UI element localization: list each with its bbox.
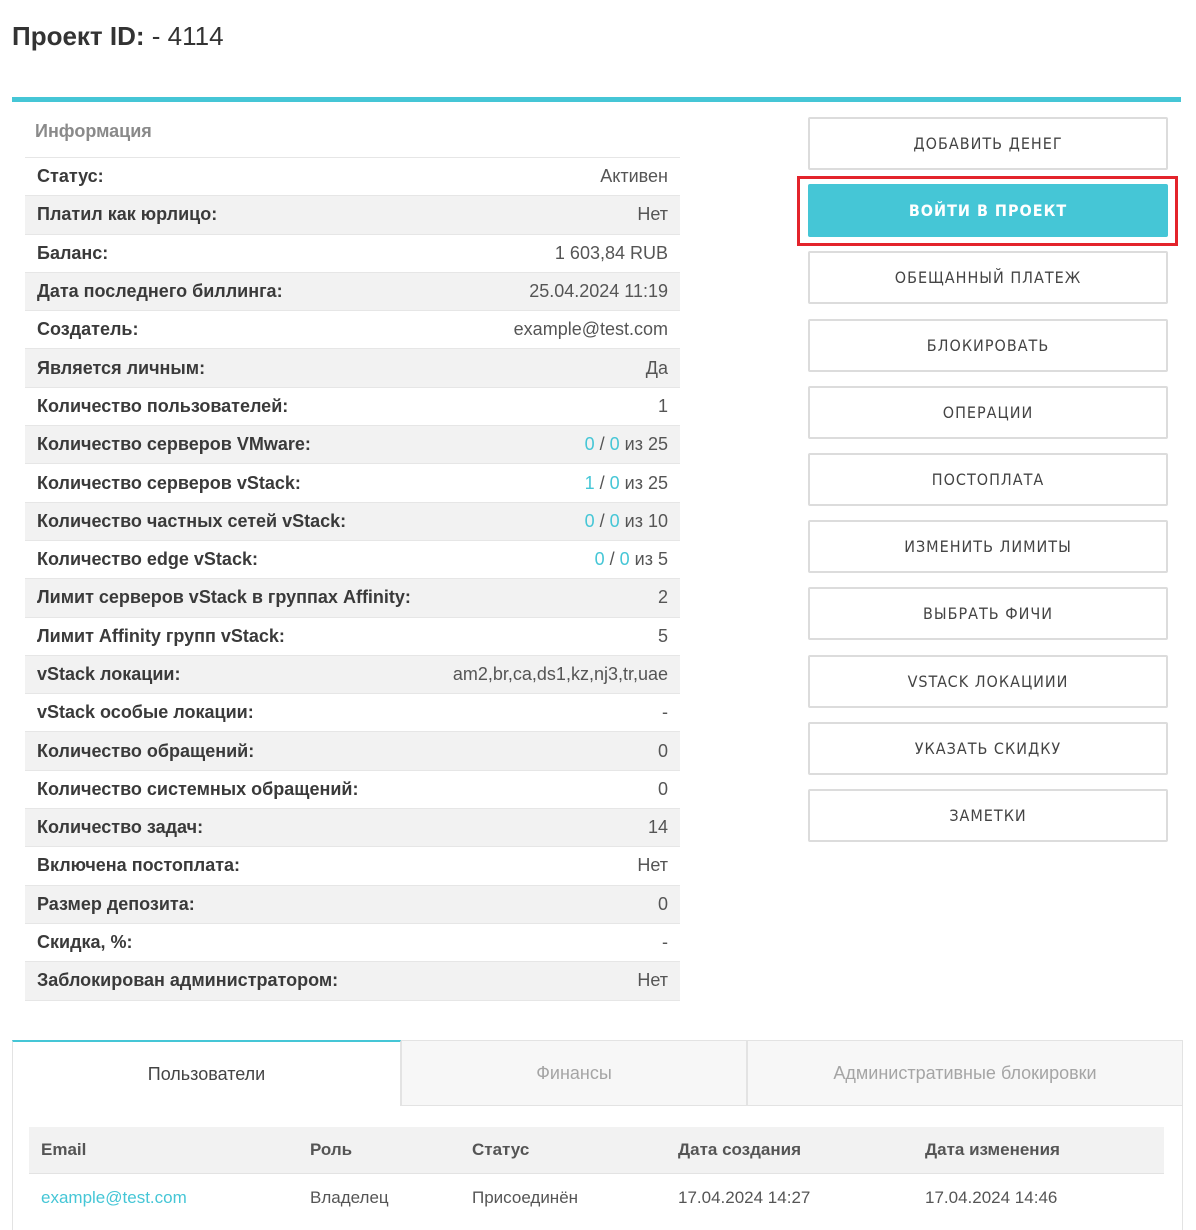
info-value: - bbox=[662, 932, 668, 953]
page-title-label: Проект ID: bbox=[12, 21, 145, 51]
count-limit: из 25 bbox=[619, 472, 668, 493]
info-label: Количество частных сетей vStack: bbox=[37, 510, 347, 531]
count-separator: / bbox=[604, 549, 620, 570]
action-buttons bbox=[808, 117, 1168, 856]
promised-payment-button[interactable]: ОБЕЩАННЫЙ ПЛАТЕЖ bbox=[808, 251, 1168, 304]
column-header-status[interactable]: Статус bbox=[472, 1140, 530, 1159]
operations-button[interactable]: ОПЕРАЦИИ bbox=[808, 386, 1168, 439]
count-separator: / bbox=[594, 434, 610, 455]
info-row-users-count bbox=[25, 388, 680, 426]
notes-button[interactable]: ЗАМЕТКИ bbox=[808, 789, 1168, 842]
info-row-last-billing bbox=[25, 273, 680, 311]
user-role: Владелец bbox=[310, 1188, 389, 1207]
info-value: am2,br,ca,ds1,kz,nj3,tr,uae bbox=[452, 664, 668, 684]
info-row-vmware-servers bbox=[25, 426, 680, 464]
enter-project-button[interactable]: ВОЙТИ В ПРОЕКТ bbox=[808, 184, 1168, 237]
table-row bbox=[29, 1174, 1164, 1222]
count-link[interactable]: 0 bbox=[609, 472, 620, 493]
info-value: 25.04.2024 11:19 bbox=[529, 281, 668, 302]
tickets-count-link[interactable]: 0 bbox=[657, 740, 668, 761]
count-link[interactable]: 1 bbox=[584, 472, 595, 493]
info-row-discount bbox=[25, 924, 680, 962]
info-label: Скидка, %: bbox=[37, 932, 133, 953]
set-discount-button[interactable]: УКАЗАТЬ СКИДКУ bbox=[808, 722, 1168, 775]
project-id: - 4114 bbox=[151, 21, 224, 51]
info-row-status bbox=[25, 158, 680, 196]
info-row-system-tickets bbox=[25, 771, 680, 809]
count-link[interactable]: 0 bbox=[594, 549, 605, 570]
info-table bbox=[25, 157, 680, 1001]
vstack-locations-button[interactable]: VSTACK ЛОКАЦИИИ bbox=[808, 655, 1168, 708]
info-label: Количество обращений: bbox=[37, 740, 255, 761]
system-tickets-count-link[interactable]: 0 bbox=[657, 778, 668, 799]
info-row-affinity-group-limit bbox=[25, 618, 680, 656]
tab-users[interactable]: Пользователи bbox=[12, 1040, 401, 1106]
info-value: Нет bbox=[637, 855, 668, 876]
count-limit: из 10 bbox=[619, 510, 668, 531]
count-limit: из 5 bbox=[629, 549, 668, 570]
column-header-created[interactable]: Дата создания bbox=[678, 1140, 802, 1159]
info-value bbox=[585, 511, 668, 532]
info-label: Заблокирован администратором: bbox=[37, 970, 339, 991]
info-label: Включена постоплата: bbox=[37, 855, 241, 876]
info-row-creator bbox=[25, 311, 680, 349]
count-separator: / bbox=[594, 510, 610, 531]
column-header-modified[interactable]: Дата изменения bbox=[925, 1140, 1060, 1159]
info-value: - bbox=[662, 702, 668, 723]
info-label: Количество серверов VMware: bbox=[37, 434, 311, 455]
add-money-button[interactable]: ДОБАВИТЬ ДЕНЕГ bbox=[808, 117, 1168, 170]
info-value: 1 603,84 RUB bbox=[554, 242, 668, 263]
column-header-role[interactable]: Роль bbox=[310, 1140, 353, 1159]
info-row-vstack-private-networks bbox=[25, 503, 680, 541]
info-label: Количество пользователей: bbox=[37, 395, 289, 416]
info-label: Количество системных обращений: bbox=[37, 778, 359, 799]
info-row-vstack-locations bbox=[25, 656, 680, 694]
info-label: Платил как юрлицо: bbox=[37, 204, 218, 225]
info-value: 2 bbox=[657, 587, 668, 608]
page-title bbox=[12, 20, 224, 52]
change-limits-button[interactable]: ИЗМЕНИТЬ ЛИМИТЫ bbox=[808, 520, 1168, 573]
info-label: Статус: bbox=[37, 166, 104, 187]
info-row-balance bbox=[25, 235, 680, 273]
table-header bbox=[29, 1127, 1164, 1174]
count-limit: из 25 bbox=[619, 434, 668, 455]
info-row-affinity-server-limit bbox=[25, 579, 680, 617]
info-label: Количество edge vStack: bbox=[37, 549, 258, 570]
info-row-personal bbox=[25, 349, 680, 387]
info-label: Размер депозита: bbox=[37, 893, 195, 914]
info-label: Является личным: bbox=[37, 357, 206, 378]
info-value: 0 bbox=[657, 893, 668, 914]
user-email-link[interactable]: example@test.com bbox=[41, 1188, 187, 1207]
choose-features-button[interactable]: ВЫБРАТЬ ФИЧИ bbox=[808, 587, 1168, 640]
creator-email-link[interactable]: example@test.com bbox=[513, 319, 668, 340]
count-link[interactable]: 0 bbox=[609, 510, 620, 531]
info-label: Лимит серверов vStack в группах Affinity: bbox=[37, 587, 411, 608]
count-link[interactable]: 0 bbox=[609, 434, 620, 455]
block-button[interactable]: БЛОКИРОВАТЬ bbox=[808, 319, 1168, 372]
info-section-title: Информация bbox=[35, 121, 152, 141]
tasks-count-link[interactable]: 14 bbox=[647, 817, 668, 838]
info-row-tickets bbox=[25, 732, 680, 770]
info-row-vstack-servers bbox=[25, 464, 680, 502]
info-label: Количество задач: bbox=[37, 817, 204, 838]
info-row-vstack-special-locations bbox=[25, 694, 680, 732]
postpay-button[interactable]: ПОСТОПЛАТА bbox=[808, 453, 1168, 506]
info-label: vStack особые локации: bbox=[37, 702, 254, 723]
info-value bbox=[595, 549, 668, 570]
info-value bbox=[585, 473, 668, 494]
users-table bbox=[29, 1127, 1164, 1222]
tab-bar bbox=[12, 1040, 1183, 1106]
count-link[interactable]: 0 bbox=[584, 434, 595, 455]
count-link[interactable]: 0 bbox=[584, 510, 595, 531]
info-label: Создатель: bbox=[37, 319, 139, 340]
info-value: Нет bbox=[637, 970, 668, 991]
info-row-vstack-edge bbox=[25, 541, 680, 579]
info-row-postpay-enabled bbox=[25, 847, 680, 885]
info-value: Нет bbox=[637, 204, 668, 225]
tab-admin-blocks[interactable]: Административные блокировки bbox=[747, 1040, 1183, 1106]
count-link[interactable]: 0 bbox=[619, 549, 630, 570]
info-value bbox=[585, 434, 668, 455]
tab-finance[interactable]: Финансы bbox=[401, 1040, 747, 1106]
user-status: Присоединён bbox=[472, 1188, 579, 1207]
info-row-deposit bbox=[25, 886, 680, 924]
info-label: Дата последнего биллинга: bbox=[37, 281, 283, 302]
column-header-email[interactable]: Email bbox=[41, 1140, 87, 1159]
info-value: 1 bbox=[657, 395, 668, 416]
info-value: 5 bbox=[657, 625, 668, 646]
info-label: vStack локации: bbox=[37, 664, 181, 684]
info-label: Баланс: bbox=[37, 242, 109, 263]
info-label: Количество серверов vStack: bbox=[37, 472, 301, 493]
info-label: Лимит Affinity групп vStack: bbox=[37, 625, 285, 646]
count-separator: / bbox=[594, 472, 610, 493]
info-row-admin-blocked bbox=[25, 962, 680, 1000]
info-row-tasks bbox=[25, 809, 680, 847]
user-modified-date: 17.04.2024 14:46 bbox=[925, 1188, 1058, 1207]
info-value: Да bbox=[645, 357, 668, 378]
info-row-legal-entity bbox=[25, 196, 680, 234]
user-created-date: 17.04.2024 14:27 bbox=[678, 1188, 811, 1207]
info-value: Активен bbox=[600, 166, 668, 187]
